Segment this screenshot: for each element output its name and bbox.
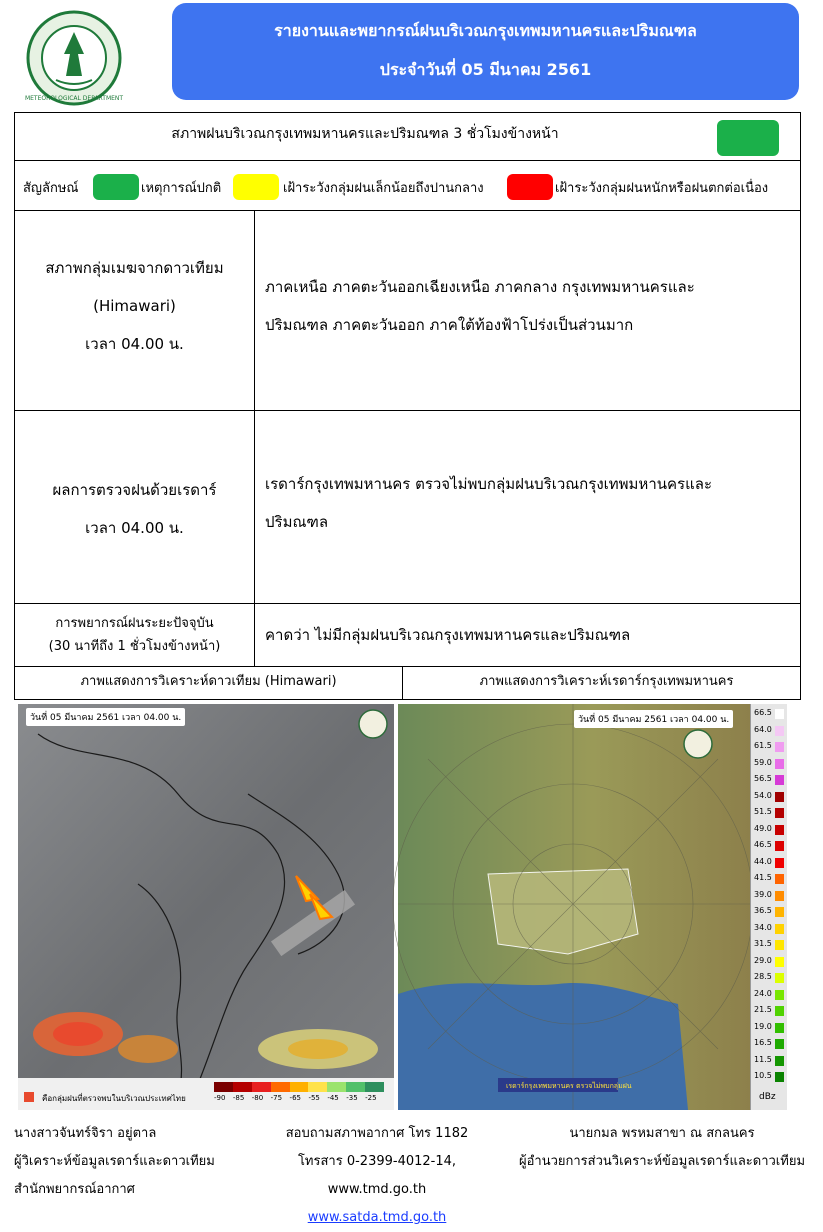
sat-scale-label: -85 bbox=[232, 1094, 245, 1102]
radar-text-1: เรดาร์กรุงเทพมหานคร ตรวจไม่พบกลุ่มฝนบริเวณกรุงเทพมหานครและ bbox=[265, 475, 713, 493]
dbz-level-swatch bbox=[775, 891, 784, 901]
satellite-scale-labels bbox=[214, 1094, 384, 1106]
dbz-level-swatch bbox=[775, 1056, 784, 1066]
tmd-logo bbox=[26, 10, 122, 106]
dbz-level-swatch bbox=[775, 858, 784, 868]
director-position: ผู้อำนวยการส่วนวิเคราะห์ข้อมูลเรดาร์และดาวเทียม bbox=[518, 1154, 806, 1169]
radar-image bbox=[398, 704, 787, 1110]
dbz-level-swatch bbox=[775, 759, 784, 769]
dbz-level-swatch bbox=[775, 808, 784, 818]
dbz-level-label: 59.0 bbox=[754, 757, 772, 767]
sat-scale-swatch bbox=[233, 1082, 252, 1092]
director-name: นายกมล พรหมสาขา ณ สกลนคร bbox=[569, 1126, 755, 1141]
sat-scale-label: -45 bbox=[327, 1094, 339, 1102]
dbz-level-label: 44.0 bbox=[754, 856, 772, 866]
legend-green-chip bbox=[93, 174, 139, 200]
radar-row-label bbox=[15, 411, 255, 603]
dbz-level bbox=[753, 989, 786, 1001]
sat-scale-label: -55 bbox=[308, 1094, 320, 1102]
dbz-level-label: 29.0 bbox=[754, 955, 772, 965]
report-table bbox=[14, 112, 801, 700]
legend-label: สัญลักษณ์ bbox=[23, 181, 79, 196]
footer-director bbox=[512, 1120, 812, 1176]
dbz-level-swatch bbox=[775, 907, 784, 917]
dbz-level-swatch bbox=[775, 775, 784, 785]
dbz-level-label: 11.5 bbox=[754, 1054, 772, 1064]
radar-label-2: เวลา 04.00 น. bbox=[85, 519, 184, 537]
dbz-level-swatch bbox=[775, 940, 784, 950]
dbz-level-label: 49.0 bbox=[754, 823, 772, 833]
legend-red-label: เฝ้าระวังกลุ่มฝนหนักหรือฝนตกต่อเนื่อง bbox=[555, 181, 769, 196]
table-title: สภาพฝนบริเวณกรุงเทพมหานครและปริมณฑล 3 ชั่วโมงข้างหน้า bbox=[171, 126, 559, 142]
sat-scale-label: -65 bbox=[289, 1094, 301, 1102]
sat-scale-swatch bbox=[327, 1082, 346, 1092]
sat-scale-swatch bbox=[346, 1082, 365, 1092]
legend-yellow-label: เฝ้าระวังกลุ่มฝนเล็กน้อยถึงปานกลาง bbox=[283, 181, 484, 196]
footer-analyst bbox=[14, 1120, 215, 1204]
dbz-level-swatch bbox=[775, 874, 784, 884]
svg-text:METEOROLOGICAL DEPARTMENT: METEOROLOGICAL DEPARTMENT bbox=[24, 95, 124, 102]
radar-row-text bbox=[255, 411, 800, 603]
dbz-level-label: 24.0 bbox=[754, 988, 772, 998]
contact-phone: สอบถามสภาพอากาศ โทร 1182 bbox=[285, 1126, 469, 1141]
radar-row bbox=[15, 411, 800, 604]
dbz-level bbox=[753, 774, 786, 786]
dbz-level bbox=[753, 906, 786, 918]
dbz-level bbox=[753, 956, 786, 968]
dbz-level bbox=[753, 741, 786, 753]
dbz-level-swatch bbox=[775, 1023, 784, 1033]
dbz-level bbox=[753, 1005, 786, 1017]
dbz-level-swatch bbox=[775, 792, 784, 802]
dbz-level-label: 61.5 bbox=[754, 741, 772, 750]
forecast-label-1: การพยากรณ์ฝนระยะปัจจุบัน bbox=[55, 616, 214, 631]
caption-radar: ภาพแสดงการวิเคราะห์เรดาร์กรุงเทพมหานคร bbox=[479, 674, 734, 689]
analyst-office: สำนักพยากรณ์อากาศ bbox=[14, 1182, 135, 1197]
dbz-level bbox=[753, 791, 786, 803]
dbz-level bbox=[753, 840, 786, 852]
dbz-level bbox=[753, 972, 786, 984]
satellite-scale bbox=[214, 1082, 384, 1092]
satellite-row bbox=[15, 211, 800, 411]
dbz-level bbox=[753, 857, 786, 869]
dbz-level-swatch bbox=[775, 709, 784, 719]
report-title: รายงานและพยากรณ์ฝนบริเวณกรุงเทพมหานครและปริมณฑล bbox=[274, 21, 697, 40]
sat-scale-swatch bbox=[214, 1082, 233, 1092]
radar-timestamp: วันที่ 05 มีนาคม 2561 เวลา 04.00 น. bbox=[574, 710, 733, 728]
radar-label-1: ผลการตรวจฝนด้วยเรดาร์ bbox=[52, 481, 217, 499]
satellite-label-1: สภาพกลุ่มเมฆจากดาวเทียม bbox=[45, 259, 224, 277]
dbz-level-swatch bbox=[775, 742, 784, 752]
dbz-level-swatch bbox=[775, 957, 784, 967]
dbz-level-label: 10.5 bbox=[754, 1071, 772, 1080]
dbz-level-label: 41.5 bbox=[754, 873, 772, 882]
status-indicator-green bbox=[717, 120, 779, 156]
satda-link[interactable]: www.satda.tmd.go.th bbox=[307, 1210, 447, 1225]
sat-scale-label: -90 bbox=[214, 1094, 226, 1102]
sat-scale-swatch bbox=[365, 1082, 384, 1092]
analyst-name: นางสาวจันทร์จิรา อยู่ตาล bbox=[14, 1126, 157, 1141]
legend-yellow-chip bbox=[233, 174, 279, 200]
satellite-label-3: เวลา 04.00 น. bbox=[85, 335, 184, 353]
forecast-row-text bbox=[255, 604, 800, 666]
dbz-level-swatch bbox=[775, 1006, 784, 1016]
dbz-level bbox=[753, 824, 786, 836]
caption-radar-cell bbox=[403, 667, 800, 699]
dbz-level bbox=[753, 873, 786, 885]
forecast-text: คาดว่า ไม่มีกลุ่มฝนบริเวณกรุงเทพมหานครและปริมณฑล bbox=[265, 626, 631, 644]
dbz-level bbox=[753, 725, 786, 737]
dbz-level-label: 19.0 bbox=[754, 1021, 772, 1031]
dbz-level-label: 21.5 bbox=[754, 1005, 772, 1014]
caption-satellite-cell bbox=[15, 667, 403, 699]
satellite-text-2: ปริมณฑล ภาคตะวันออก ภาคใต้ท้องฟ้าโปร่งเป็นส่วนมาก bbox=[265, 316, 634, 334]
dbz-level-label: 36.5 bbox=[754, 906, 772, 915]
dbz-level bbox=[753, 1038, 786, 1050]
radar-map-graphic bbox=[398, 704, 787, 1110]
forecast-label-2: (30 นาทีถึง 1 ชั่วโมงข้างหน้า) bbox=[48, 639, 221, 654]
satellite-timestamp: วันที่ 05 มีนาคม 2561 เวลา 04.00 น. bbox=[26, 708, 185, 726]
dbz-level bbox=[753, 923, 786, 935]
dbz-level-swatch bbox=[775, 841, 784, 851]
dbz-level-swatch bbox=[775, 825, 784, 835]
forecast-row-label bbox=[15, 604, 255, 666]
forecast-row bbox=[15, 604, 800, 667]
dbz-level bbox=[753, 939, 786, 951]
dbz-level-label: 64.0 bbox=[754, 724, 772, 734]
satellite-map-graphic bbox=[18, 704, 394, 1110]
satellite-text-1: ภาคเหนือ ภาคตะวันออกเฉียงเหนือ ภาคกลาง กรุงเทพมหานครและ bbox=[265, 278, 695, 296]
dbz-level bbox=[753, 758, 786, 770]
footer-contact bbox=[252, 1120, 502, 1232]
radar-text-2: ปริมณฑล bbox=[265, 513, 329, 531]
caption-satellite: ภาพแสดงการวิเคราะห์ดาวเทียม (Himawari) bbox=[80, 674, 337, 689]
legend-row bbox=[15, 161, 800, 211]
report-date: ประจำวันที่ 05 มีนาคม 2561 bbox=[379, 60, 592, 79]
cloud-cluster-2 bbox=[118, 1035, 178, 1063]
dbz-level-swatch bbox=[775, 1072, 784, 1082]
satellite-image bbox=[18, 704, 394, 1110]
dbz-level-label: 31.5 bbox=[754, 939, 772, 948]
dbz-level bbox=[753, 1055, 786, 1067]
contact-fax-web: โทรสาร 0-2399-4012-14, www.tmd.go.th bbox=[297, 1154, 457, 1197]
dbz-level bbox=[753, 1022, 786, 1034]
sat-scale-swatch bbox=[271, 1082, 290, 1092]
image-captions-row bbox=[15, 667, 800, 699]
radar-note: เรดาร์กรุงเทพมหานคร ตรวจไม่พบกลุ่มฝน bbox=[506, 1082, 632, 1090]
table-title-row bbox=[15, 113, 800, 161]
satellite-row-label bbox=[15, 211, 255, 410]
dbz-level-swatch bbox=[775, 973, 784, 983]
dbz-level-label: 54.0 bbox=[754, 790, 772, 800]
sat-scale-swatch bbox=[308, 1082, 327, 1092]
report-header bbox=[172, 3, 799, 100]
dbz-level bbox=[753, 708, 786, 720]
dbz-level-swatch bbox=[775, 924, 784, 934]
satellite-legend-label: คือกลุ่มฝนที่ตรวจพบในบริเวณประเทศไทย bbox=[42, 1094, 186, 1103]
dbz-level bbox=[753, 1071, 786, 1083]
dbz-scale bbox=[750, 704, 787, 1110]
dbz-level-label: 51.5 bbox=[754, 807, 772, 816]
sat-scale-swatch bbox=[290, 1082, 309, 1092]
dbz-level-label: 34.0 bbox=[754, 922, 772, 932]
sat-scale-label: -75 bbox=[270, 1094, 283, 1102]
dbz-level-label: 56.5 bbox=[754, 774, 772, 783]
sat-scale-swatch bbox=[252, 1082, 271, 1092]
dbz-level-swatch bbox=[775, 990, 784, 1000]
dbz-level-label: 66.5 bbox=[754, 708, 772, 717]
analyst-position: ผู้วิเคราะห์ข้อมูลเรดาร์และดาวเทียม bbox=[14, 1154, 215, 1169]
dbz-level bbox=[753, 807, 786, 819]
dbz-level-label: 28.5 bbox=[754, 972, 772, 981]
dbz-unit: dBz bbox=[759, 1092, 776, 1102]
sat-scale-label: -80 bbox=[251, 1094, 264, 1102]
dbz-level bbox=[753, 890, 786, 902]
legend-red-chip bbox=[507, 174, 553, 200]
dbz-level-label: 16.5 bbox=[754, 1038, 772, 1047]
satellite-row-text bbox=[255, 211, 800, 410]
sat-scale-label: -35 bbox=[346, 1094, 358, 1102]
dbz-level-label: 39.0 bbox=[754, 889, 772, 899]
satellite-label-2: (Himawari) bbox=[93, 297, 176, 315]
dbz-level-swatch bbox=[775, 1039, 784, 1049]
sat-scale-label: -25 bbox=[365, 1094, 377, 1102]
legend-green-label: เหตุการณ์ปกติ bbox=[141, 181, 222, 196]
dbz-level-swatch bbox=[775, 726, 784, 736]
dbz-level-label: 46.5 bbox=[754, 840, 772, 849]
